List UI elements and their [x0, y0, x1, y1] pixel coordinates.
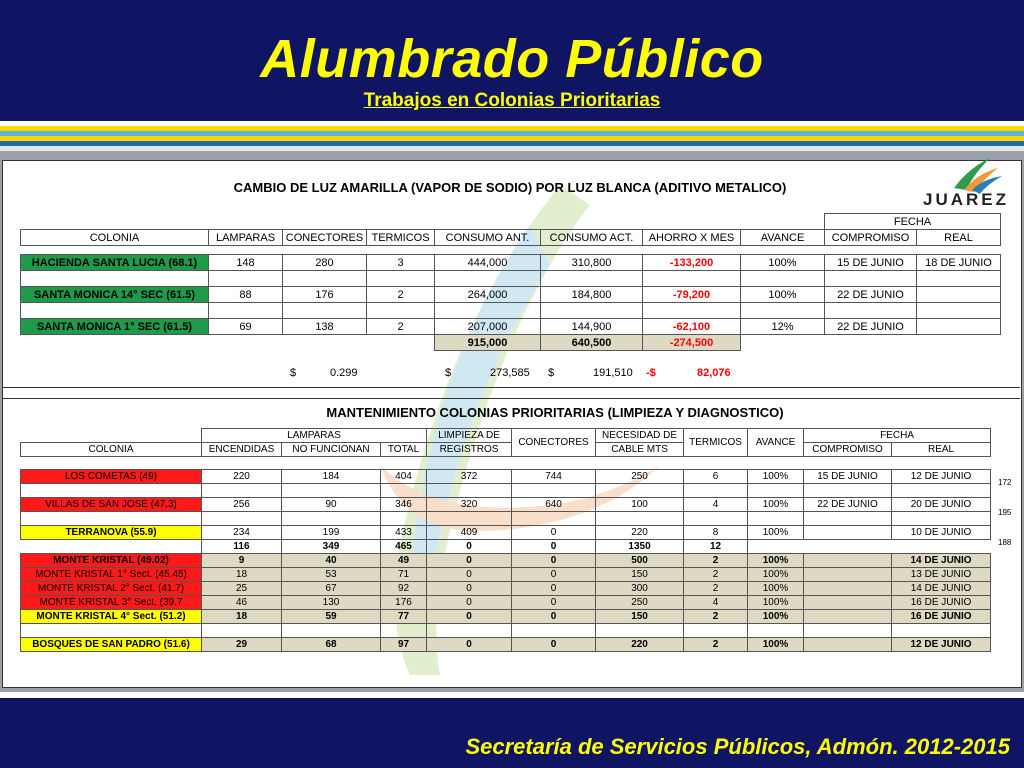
table-cell: 372 — [427, 470, 512, 484]
table-cell: 13 DE JUNIO — [892, 568, 991, 582]
table-cell: 16 DE JUNIO — [892, 596, 991, 610]
group-conectores: CONECTORES — [512, 429, 596, 457]
table-cell: 640 — [512, 498, 596, 512]
table-cell: 144,900 — [541, 319, 643, 335]
side-note: 172 — [998, 478, 1012, 487]
total-cell: 12 — [684, 540, 748, 554]
header-cell: NO FUNCIONAN — [282, 443, 381, 457]
table-cell — [804, 554, 892, 568]
table-cell — [804, 610, 892, 624]
table-cell: 100% — [748, 470, 804, 484]
table-cell: 97 — [381, 638, 427, 652]
colonia-cell: SANTA MONICA 1° SEC (61.5) — [21, 319, 209, 335]
table-cell: 46 — [202, 596, 282, 610]
table1-header-row — [21, 230, 1001, 246]
table1-title: CAMBIO DE LUZ AMARILLA (VAPOR DE SODIO) POR LUZ BLANCA (ADITIVO METALICO) — [233, 180, 787, 195]
group-cable: NECESIDAD DE — [596, 429, 684, 443]
colonia-cell: BOSQUES DE SAN PADRO (51.6) — [21, 638, 202, 652]
page-subtitle-text: Trabajos en Colonias Prioritarias — [363, 90, 661, 111]
total-cell: -274,500 — [643, 335, 741, 351]
ahorro-cell: -79,200 — [643, 287, 741, 303]
table-cell: 14 DE JUNIO — [892, 554, 991, 568]
table-cell: 15 DE JUNIO — [804, 470, 892, 484]
table-cell: 20 DE JUNIO — [892, 498, 991, 512]
table-cell: 100% — [741, 287, 825, 303]
table-cell: 49 — [381, 554, 427, 568]
table-cell: 2 — [367, 287, 435, 303]
table-cell: 59 — [282, 610, 381, 624]
table-cell: 0 — [512, 596, 596, 610]
header-cell: ENCENDIDAS — [202, 443, 282, 457]
table-cell: 176 — [381, 596, 427, 610]
table-cell: 12% — [741, 319, 825, 335]
table-cell: 744 — [512, 470, 596, 484]
table-row — [21, 319, 1001, 335]
colonia-cell: MONTE KRISTAL 2° Sect. (41.7) — [21, 582, 202, 596]
table-cell: 2 — [684, 638, 748, 652]
header-cell: CONECTORES — [283, 230, 367, 246]
table2-sub-header — [21, 443, 991, 457]
table-cell: 184,800 — [541, 287, 643, 303]
table-cell: 220 — [596, 526, 684, 540]
table-cell: 0 — [427, 610, 512, 624]
table-cell: 15 DE JUNIO — [825, 255, 917, 271]
table-row — [21, 526, 991, 540]
header-cell: COMPROMISO — [825, 230, 917, 246]
table-cell: 9 — [202, 554, 282, 568]
table-row — [21, 568, 991, 582]
total-cell: 0 — [512, 540, 596, 554]
table-cell: 250 — [596, 470, 684, 484]
table-cell: 8 — [684, 526, 748, 540]
table-cell: 22 DE JUNIO — [804, 498, 892, 512]
table-cell: 2 — [367, 319, 435, 335]
price-ahorro: 82,076 — [697, 367, 731, 379]
header-cell: CONSUMO ANT. — [435, 230, 541, 246]
table-cell — [804, 568, 892, 582]
colonia-cell: MONTE KRISTAL 4° Sect. (51.2) — [21, 610, 202, 624]
header-cell: LAMPARAS — [209, 230, 283, 246]
table-cell: 300 — [596, 582, 684, 596]
header-cell: TOTAL — [381, 443, 427, 457]
table-cell — [804, 526, 892, 540]
table-cell: 199 — [282, 526, 381, 540]
colonia-cell: MONTE KRISTAL 3° Sect. (39.7 — [21, 596, 202, 610]
table-cell: 2 — [684, 610, 748, 624]
table-cell: 0 — [427, 638, 512, 652]
group-termicos: TERMICOS — [684, 429, 748, 457]
table-cell: 10 DE JUNIO — [892, 526, 991, 540]
table2 — [20, 428, 991, 652]
table-cell: 320 — [427, 498, 512, 512]
table-cell: 100% — [748, 498, 804, 512]
table-row — [21, 554, 991, 568]
table-row — [21, 498, 991, 512]
table-cell: 148 — [209, 255, 283, 271]
table-cell: 90 — [282, 498, 381, 512]
header-cell: TERMICOS — [367, 230, 435, 246]
total-cell: 116 — [202, 540, 282, 554]
header-cell: CABLE MTS — [596, 443, 684, 457]
colonia-cell: MONTE KRISTAL 1° Sect. (45.45) — [21, 568, 202, 582]
table-cell: 67 — [282, 582, 381, 596]
price-currency-2: $ — [445, 367, 452, 379]
table-cell: 0 — [512, 582, 596, 596]
footer-text: Secretaría de Servicios Públicos, Admón. 2012-2015 — [465, 734, 1010, 759]
table2-subtotal-row — [21, 540, 991, 554]
table-cell: 184 — [282, 470, 381, 484]
table-cell: 77 — [381, 610, 427, 624]
table-cell: 150 — [596, 610, 684, 624]
table-cell: 100% — [748, 554, 804, 568]
table-cell: 6 — [684, 470, 748, 484]
total-cell: 915,000 — [435, 335, 541, 351]
colonia-cell: LOS COMETAS (49) — [21, 470, 202, 484]
header-cell: CONSUMO ACT. — [541, 230, 643, 246]
divider — [2, 387, 1020, 388]
table-cell — [917, 319, 1001, 335]
table-cell: 0 — [427, 568, 512, 582]
table-cell: 18 — [202, 568, 282, 582]
ahorro-cell: -133,200 — [643, 255, 741, 271]
table-cell: 22 DE JUNIO — [825, 319, 917, 335]
table-cell: 71 — [381, 568, 427, 582]
table-cell: 234 — [202, 526, 282, 540]
table-cell: 4 — [684, 498, 748, 512]
group-lamparas: LAMPARAS — [202, 429, 427, 443]
header-cell: REAL — [892, 443, 991, 457]
table-cell: 12 DE JUNIO — [892, 638, 991, 652]
table-cell: 0 — [512, 526, 596, 540]
table-cell: 2 — [684, 568, 748, 582]
table-row — [21, 610, 991, 624]
table2-group-header — [21, 429, 991, 443]
table-cell: 18 DE JUNIO — [917, 255, 1001, 271]
colonia-cell: SANTA MONICA 14° SEC (61.5) — [21, 287, 209, 303]
table-cell: 0 — [427, 596, 512, 610]
page-title: Alumbrado Público — [260, 29, 764, 89]
table-cell: 310,800 — [541, 255, 643, 271]
table-cell: 433 — [381, 526, 427, 540]
table-cell: 444,000 — [435, 255, 541, 271]
table-row — [21, 596, 991, 610]
table-cell — [804, 638, 892, 652]
table-cell: 0 — [512, 554, 596, 568]
table-cell: 100% — [748, 568, 804, 582]
table-cell: 256 — [202, 498, 282, 512]
table-cell: 220 — [596, 638, 684, 652]
table1-totals-row — [21, 335, 1001, 351]
table-cell: 53 — [282, 568, 381, 582]
table-row — [21, 255, 1001, 271]
table-cell: 0 — [512, 638, 596, 652]
total-cell: 349 — [282, 540, 381, 554]
header-cell: COMPROMISO — [804, 443, 892, 457]
table-cell: 69 — [209, 319, 283, 335]
table-cell: 14 DE JUNIO — [892, 582, 991, 596]
header-cell: COLONIA — [21, 443, 202, 457]
table-cell: 346 — [381, 498, 427, 512]
table-cell: 280 — [283, 255, 367, 271]
table-cell: 16 DE JUNIO — [892, 610, 991, 624]
table-cell: 100% — [741, 255, 825, 271]
page-subtitle — [0, 90, 1024, 112]
header-cell: REAL — [917, 230, 1001, 246]
colonia-cell: TERRANOVA (55.9) — [21, 526, 202, 540]
table-cell: 88 — [209, 287, 283, 303]
colonia-cell: MONTE KRISTAL (49.02) — [21, 554, 202, 568]
table-cell: 220 — [202, 470, 282, 484]
table-cell: 0 — [512, 610, 596, 624]
colonia-cell: HACIENDA SANTA LUCIA (68.1) — [21, 255, 209, 271]
table-cell: 92 — [381, 582, 427, 596]
ahorro-cell: -62,100 — [643, 319, 741, 335]
table-cell: 409 — [427, 526, 512, 540]
table-cell: 0 — [427, 582, 512, 596]
table-cell: 100% — [748, 596, 804, 610]
group-avance: AVANCE — [748, 429, 804, 457]
table-cell: 500 — [596, 554, 684, 568]
table-cell: 18 — [202, 610, 282, 624]
price-currency-1: $ — [290, 367, 297, 379]
table-cell: 29 — [202, 638, 282, 652]
total-cell: 640,500 — [541, 335, 643, 351]
table-cell: 100% — [748, 610, 804, 624]
table-row — [21, 287, 1001, 303]
side-note: 195 — [998, 508, 1012, 517]
table-row — [21, 470, 991, 484]
total-cell: 0 — [427, 540, 512, 554]
table-cell: 264,000 — [435, 287, 541, 303]
header-cell: AVANCE — [741, 230, 825, 246]
total-cell: 1350 — [596, 540, 684, 554]
table-cell: 22 DE JUNIO — [825, 287, 917, 303]
header-cell: AHORRO X MES — [643, 230, 741, 246]
table-row — [21, 582, 991, 596]
group-fecha: FECHA — [804, 429, 991, 443]
table-cell: 68 — [282, 638, 381, 652]
table-cell: 2 — [684, 554, 748, 568]
logo-text: JUAREZ — [923, 190, 1010, 209]
table-cell: 100% — [748, 638, 804, 652]
price-currency-4: -$ — [646, 367, 656, 379]
table-cell: 176 — [283, 287, 367, 303]
group-limpieza: LIMPIEZA DE — [427, 429, 512, 443]
side-note: 188 — [998, 538, 1012, 547]
table-cell: 138 — [283, 319, 367, 335]
colonia-cell: VILLAS DE SAN JOSE (47.3) — [21, 498, 202, 512]
price-rate: 0.299 — [330, 367, 358, 379]
total-cell: 465 — [381, 540, 427, 554]
table-cell: 2 — [684, 582, 748, 596]
table-cell — [804, 596, 892, 610]
table-cell: 150 — [596, 568, 684, 582]
table-cell: 250 — [596, 596, 684, 610]
table-cell — [917, 287, 1001, 303]
table-cell: 100% — [748, 582, 804, 596]
price-consumo-ant: 273,585 — [490, 367, 530, 379]
table-cell: 207,000 — [435, 319, 541, 335]
price-currency-3: $ — [548, 367, 555, 379]
table-cell — [804, 582, 892, 596]
table-cell: 40 — [282, 554, 381, 568]
table1-fecha-header: FECHA — [825, 214, 1001, 230]
table-cell: 0 — [512, 568, 596, 582]
price-consumo-act: 191,510 — [593, 367, 633, 379]
table-cell: 3 — [367, 255, 435, 271]
table-cell: 100% — [748, 526, 804, 540]
table2-title: MANTENIMIENTO COLONIAS PRIORITARIAS (LIMPIEZA Y DIAGNOSTICO) — [326, 405, 784, 420]
table-cell: 25 — [202, 582, 282, 596]
table-cell: 100 — [596, 498, 684, 512]
table-cell: 0 — [427, 554, 512, 568]
table-cell: 4 — [684, 596, 748, 610]
divider — [2, 398, 1020, 399]
header-cell: REGISTROS — [427, 443, 512, 457]
decorative-stripes — [0, 121, 1024, 156]
table1 — [20, 213, 1001, 351]
table-cell: 404 — [381, 470, 427, 484]
table-row — [21, 638, 991, 652]
header-cell: COLONIA — [21, 230, 209, 246]
table-cell: 130 — [282, 596, 381, 610]
table-cell: 12 DE JUNIO — [892, 470, 991, 484]
